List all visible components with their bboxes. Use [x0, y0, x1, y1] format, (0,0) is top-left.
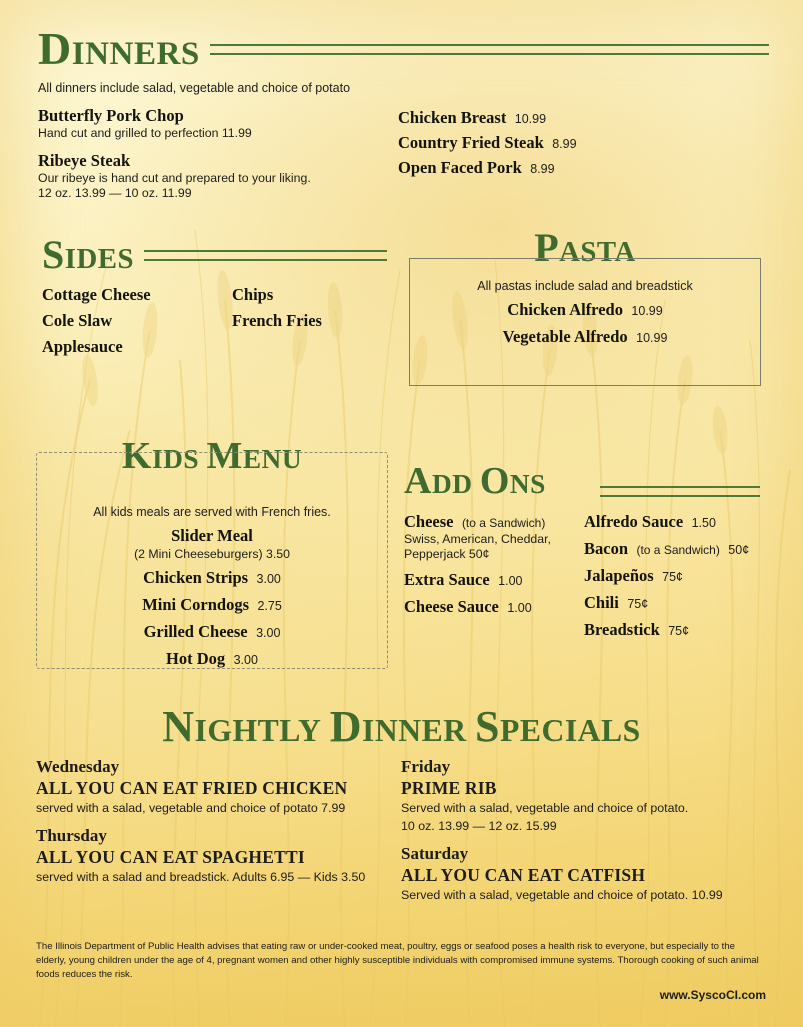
- item-price: 75¢: [668, 624, 690, 638]
- sides-column-1: [42, 285, 232, 363]
- item-price: 8.99: [552, 137, 577, 151]
- item-name: Alfredo Sauce: [584, 512, 684, 531]
- item-price: 3.00: [256, 572, 281, 586]
- item-name: Hot Dog: [166, 649, 226, 668]
- item-name: Country Fried Steak: [398, 133, 544, 152]
- item-name: Mini Corndogs: [142, 595, 249, 614]
- special-day: Thursday: [36, 826, 107, 846]
- sides-title: SIDES: [42, 232, 134, 278]
- item-qualifier: (to a Sandwich): [461, 516, 546, 530]
- special-name: ALL YOU CAN EAT CATFISH: [401, 865, 646, 886]
- specials-left-column: [36, 757, 401, 913]
- dinners-title: DINNERS: [38, 23, 200, 74]
- item-name: Grilled Cheese: [143, 622, 248, 641]
- item-name: Breadstick: [584, 620, 660, 639]
- item-qualifier: (to a Sandwich): [636, 543, 720, 557]
- dinners-rule: [210, 44, 769, 55]
- special-name: PRIME RIB: [401, 778, 497, 798]
- pasta-title: PASTA: [534, 225, 636, 270]
- item-name: Cole Slaw: [42, 311, 113, 331]
- item-name: Applesauce: [42, 337, 123, 357]
- item-name: Cheese: [404, 512, 454, 531]
- sides-rule: [144, 250, 387, 261]
- item-description: Hand cut and grilled to perfection 11.99: [38, 126, 252, 140]
- item-name: Chicken Breast: [398, 108, 507, 127]
- item-price: 75¢: [627, 597, 649, 611]
- dinners-right-column: [398, 106, 758, 211]
- menu-item: [404, 512, 584, 563]
- special-description: served with a salad and breadstick. Adults 6.95 — Kids 3.50: [36, 870, 366, 885]
- item-name: French Fries: [232, 311, 322, 331]
- item-price: 8.99: [530, 162, 555, 176]
- menu-item: [37, 622, 387, 642]
- special-day: Wednesday: [36, 757, 120, 776]
- item-name: Cottage Cheese: [42, 285, 151, 305]
- item-price: 1.00: [507, 600, 532, 615]
- specials-right-column: [401, 757, 766, 913]
- item-name: Chicken Alfredo: [507, 300, 623, 319]
- special-name: ALL YOU CAN EAT FRIED CHICKEN: [36, 778, 348, 798]
- footer: [36, 940, 766, 1002]
- special-name: ALL YOU CAN EAT SPAGHETTI: [36, 847, 305, 868]
- menu-item: [38, 151, 398, 202]
- add-ons-columns: [404, 512, 774, 647]
- menu-item: [398, 108, 758, 128]
- nightly-specials-columns: [36, 757, 766, 913]
- item-price: 10.99: [514, 112, 547, 126]
- sides-column-2: [232, 285, 422, 363]
- item-price: 2.75: [257, 599, 282, 613]
- menu-item: [404, 570, 584, 590]
- item-price: 75¢: [662, 570, 683, 584]
- kids-menu-inner: [37, 453, 387, 669]
- special-entry: [36, 757, 401, 816]
- add-ons-rule: [600, 486, 760, 497]
- special-day: Friday: [401, 757, 451, 776]
- dinners-columns: [38, 106, 769, 211]
- add-ons-title: ADD ONS: [404, 460, 546, 502]
- item-name: Bacon: [584, 539, 629, 558]
- menu-item: [38, 106, 398, 142]
- special-description: served with a salad, vegetable and choice of potato 7.99: [36, 801, 346, 815]
- kids-menu-note: All kids meals are served with French fries.: [93, 505, 331, 519]
- menu-item: [584, 566, 769, 586]
- kids-menu-title: KIDS MENU: [121, 435, 303, 477]
- item-name: Cheese Sauce: [404, 596, 499, 616]
- item-price: 10.99: [631, 304, 663, 318]
- nightly-specials-title: NIGHTLY DINNER SPECIALS: [162, 702, 641, 751]
- website-url[interactable]: www.SyscoCI.com: [659, 987, 766, 1002]
- dinners-note: All dinners include salad, vegetable and choice of potato: [38, 81, 351, 95]
- item-price: 10.99: [636, 331, 668, 345]
- kids-menu-section: [36, 452, 388, 669]
- special-entry: [401, 757, 766, 834]
- item-name: Butterfly Pork Chop: [38, 106, 184, 125]
- menu-item: [37, 526, 387, 561]
- menu-item: [584, 593, 769, 613]
- pasta-note: All pastas include salad and breadstick: [477, 279, 693, 293]
- menu-item: [584, 539, 769, 559]
- menu-item: [404, 597, 584, 617]
- add-ons-left-column: [404, 512, 584, 647]
- item-description-2: 12 oz. 13.99 — 10 oz. 11.99: [38, 186, 192, 201]
- menu-item: [584, 512, 769, 532]
- menu-item: [37, 595, 387, 615]
- item-name: Chicken Strips: [143, 568, 249, 587]
- item-description: Swiss, American, Cheddar, Pepperjack 50¢: [404, 532, 551, 562]
- item-price: 1.00: [498, 573, 523, 588]
- special-day: Saturday: [401, 844, 469, 864]
- item-price: 3.00: [256, 626, 281, 640]
- pasta-inner: [410, 259, 760, 347]
- pasta-section: [409, 258, 761, 386]
- menu-item: [420, 327, 750, 347]
- item-price: 3.00: [233, 653, 258, 667]
- sides-heading-row: [42, 232, 387, 278]
- item-price: 1.50: [691, 516, 716, 530]
- item-name: Chili: [584, 593, 619, 612]
- item-name: Slider Meal: [171, 526, 253, 545]
- dinners-heading-row: [38, 23, 769, 74]
- item-name: Jalapeños: [584, 566, 654, 585]
- menu-item: [37, 649, 387, 669]
- special-entry: [36, 826, 401, 885]
- add-ons-right-column: [584, 512, 769, 647]
- item-price: 50¢: [728, 543, 750, 557]
- menu-item: [420, 300, 750, 320]
- item-name: Ribeye Steak: [38, 150, 131, 170]
- item-description: (2 Mini Cheeseburgers) 3.50: [134, 547, 290, 561]
- special-description: Served with a salad, vegetable and choice of potato. 10.99: [401, 888, 723, 903]
- dinners-left-column: [38, 106, 398, 211]
- item-name: Open Faced Pork: [398, 158, 522, 177]
- menu-item: [584, 620, 769, 640]
- item-description: Our ribeye is hand cut and prepared to your liking.: [38, 170, 311, 185]
- item-name: Chips: [232, 285, 274, 305]
- item-name: Vegetable Alfredo: [502, 327, 628, 346]
- item-name: Extra Sauce: [404, 569, 490, 589]
- menu-item: [398, 133, 758, 153]
- special-description: Served with a salad, vegetable and choice of potato.: [401, 801, 689, 815]
- special-entry: [401, 844, 766, 903]
- menu-item: [37, 568, 387, 588]
- health-disclaimer: The Illinois Department of Public Health advises that eating raw or under-cooked meat, poultry, eggs or seafood poses a health risk to everyone, but especially to the elderly, young children under the age of 4, pregnant women and other highly susceptible individuals with compromised immune systems. Thorough cooking of such animal foods reduces the risk.: [36, 941, 759, 980]
- menu-item: [398, 158, 758, 178]
- special-description-2: 10 oz. 13.99 — 12 oz. 15.99: [401, 819, 557, 834]
